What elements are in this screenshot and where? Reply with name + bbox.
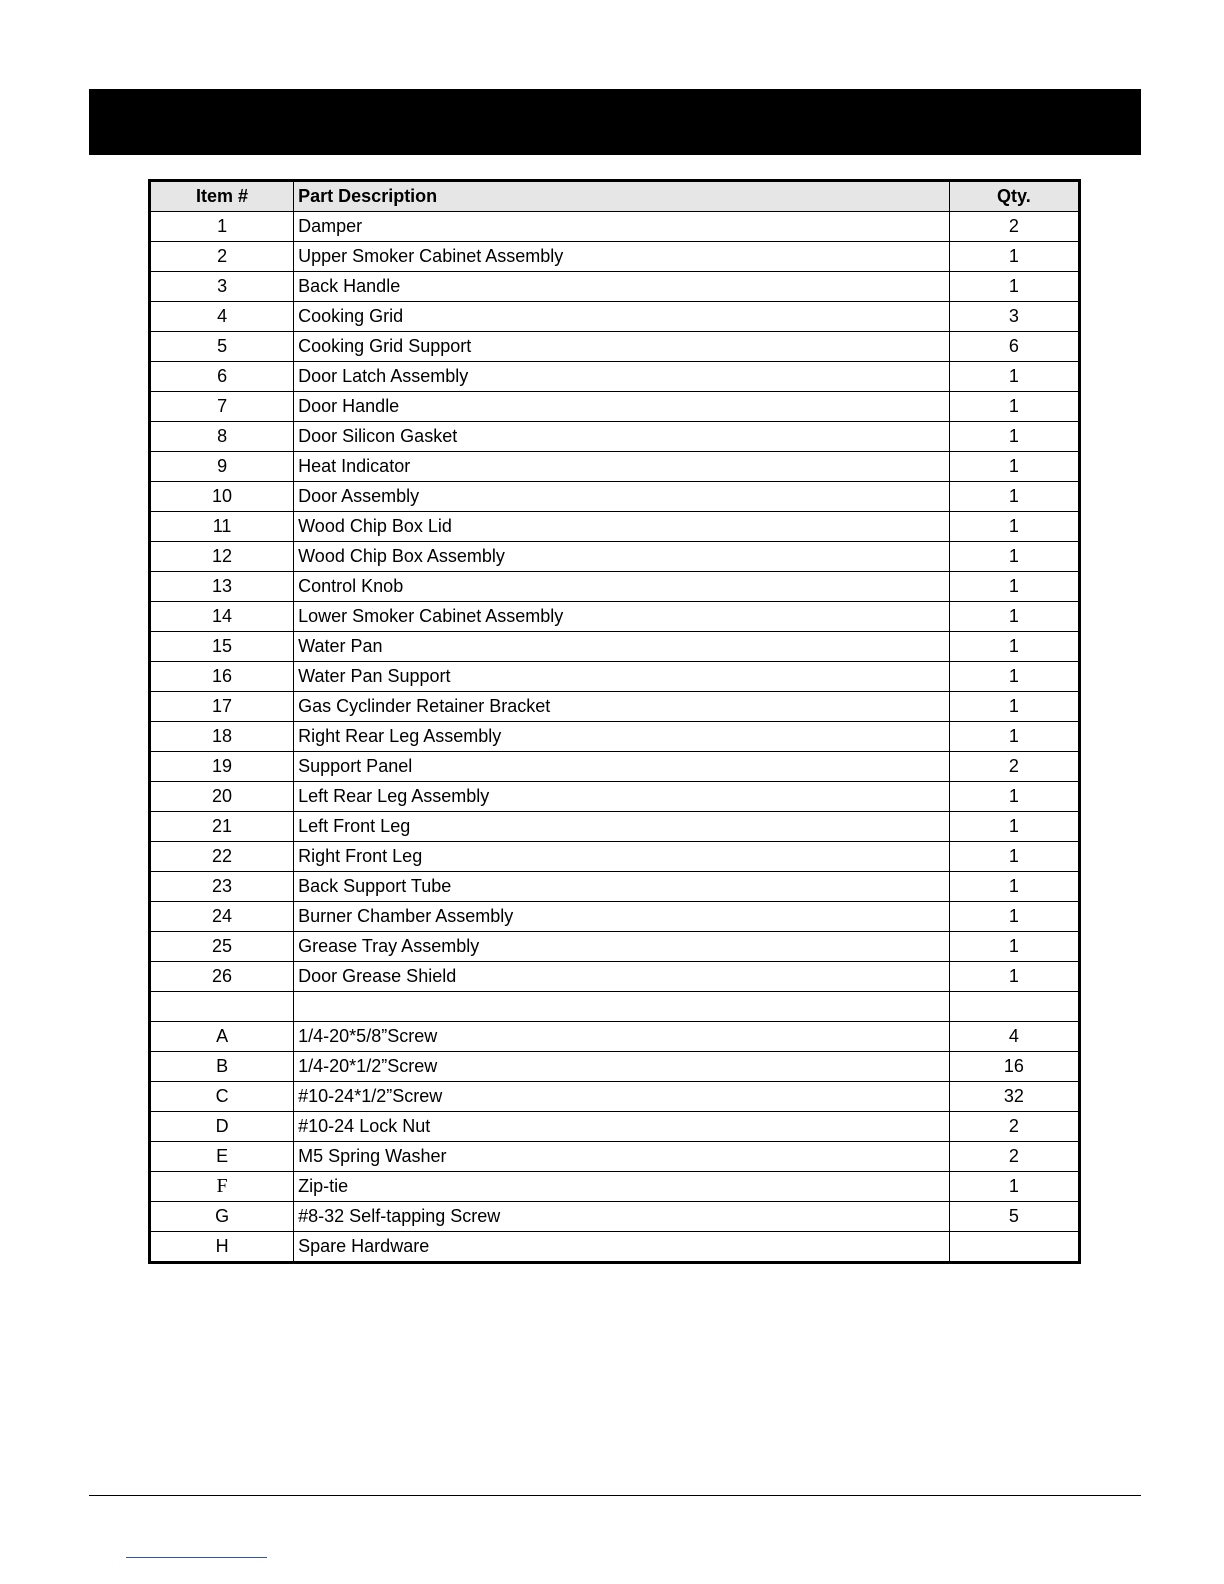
quantity-cell: 2 — [949, 752, 1079, 782]
part-description-cell: 1/4-20*1/2”Screw — [294, 1052, 950, 1082]
quantity-cell: 1 — [949, 272, 1079, 302]
table-row — [150, 332, 1080, 362]
table-row — [150, 602, 1080, 632]
table-row — [150, 932, 1080, 962]
quantity-cell: 1 — [949, 812, 1079, 842]
table-row — [150, 1172, 1080, 1202]
item-number-cell: 26 — [150, 962, 294, 992]
part-description-cell: #10-24 Lock Nut — [294, 1112, 950, 1142]
part-description-cell: Gas Cyclinder Retainer Bracket — [294, 692, 950, 722]
item-number-cell: 21 — [150, 812, 294, 842]
quantity-cell: 1 — [949, 542, 1079, 572]
quantity-cell: 6 — [949, 332, 1079, 362]
item-number-cell: 3 — [150, 272, 294, 302]
table-row — [150, 242, 1080, 272]
part-description-cell: Left Rear Leg Assembly — [294, 782, 950, 812]
quantity-cell: 2 — [949, 212, 1079, 242]
quantity-cell — [949, 1232, 1079, 1263]
quantity-cell: 1 — [949, 722, 1079, 752]
item-number-cell: 20 — [150, 782, 294, 812]
quantity-cell: 1 — [949, 902, 1079, 932]
item-number-cell: A — [150, 1022, 294, 1052]
item-number-cell: 22 — [150, 842, 294, 872]
part-description-cell: Back Support Tube — [294, 872, 950, 902]
part-description-cell: #10-24*1/2”Screw — [294, 1082, 950, 1112]
table-row — [150, 872, 1080, 902]
item-number-cell: 4 — [150, 302, 294, 332]
quantity-cell: 1 — [949, 452, 1079, 482]
quantity-cell: 1 — [949, 392, 1079, 422]
item-number-cell: 25 — [150, 932, 294, 962]
footer-rule — [89, 1495, 1141, 1496]
parts-list-table — [148, 179, 1081, 1264]
quantity-cell: 1 — [949, 242, 1079, 272]
table-row — [150, 1112, 1080, 1142]
header-bar — [89, 89, 1141, 155]
table-row — [150, 752, 1080, 782]
table-row — [150, 572, 1080, 602]
part-description-cell: Right Rear Leg Assembly — [294, 722, 950, 752]
quantity-cell: 1 — [949, 692, 1079, 722]
header-part-description: Part Description — [294, 181, 950, 212]
quantity-cell: 1 — [949, 932, 1079, 962]
part-description-cell: Grease Tray Assembly — [294, 932, 950, 962]
table-row — [150, 992, 1080, 1022]
quantity-cell — [949, 992, 1079, 1022]
quantity-cell: 1 — [949, 602, 1079, 632]
item-number-cell: D — [150, 1112, 294, 1142]
item-number-cell: 6 — [150, 362, 294, 392]
part-description-cell: Cooking Grid Support — [294, 332, 950, 362]
table-row — [150, 482, 1080, 512]
table-row — [150, 362, 1080, 392]
table-row — [150, 662, 1080, 692]
table-row — [150, 272, 1080, 302]
table-row — [150, 782, 1080, 812]
table-row — [150, 1142, 1080, 1172]
table-row — [150, 1052, 1080, 1082]
item-number-cell — [150, 992, 294, 1022]
part-description-cell: Back Handle — [294, 272, 950, 302]
item-number-cell: 5 — [150, 332, 294, 362]
quantity-cell: 1 — [949, 842, 1079, 872]
item-number-cell: 2 — [150, 242, 294, 272]
quantity-cell: 1 — [949, 872, 1079, 902]
part-description-cell: Burner Chamber Assembly — [294, 902, 950, 932]
item-number-cell: E — [150, 1142, 294, 1172]
table-row — [150, 422, 1080, 452]
item-number-cell: 14 — [150, 602, 294, 632]
quantity-cell: 1 — [949, 362, 1079, 392]
quantity-cell: 1 — [949, 512, 1079, 542]
part-description-cell: 1/4-20*5/8”Screw — [294, 1022, 950, 1052]
part-description-cell: Support Panel — [294, 752, 950, 782]
item-number-cell: 12 — [150, 542, 294, 572]
table-row — [150, 392, 1080, 422]
item-number-cell: 10 — [150, 482, 294, 512]
part-description-cell: Wood Chip Box Lid — [294, 512, 950, 542]
quantity-cell: 1 — [949, 422, 1079, 452]
item-number-cell: 7 — [150, 392, 294, 422]
part-description-cell: Left Front Leg — [294, 812, 950, 842]
table-row — [150, 302, 1080, 332]
table-row — [150, 722, 1080, 752]
table-row — [150, 812, 1080, 842]
quantity-cell: 1 — [949, 962, 1079, 992]
part-description-cell: Spare Hardware — [294, 1232, 950, 1263]
quantity-cell: 1 — [949, 632, 1079, 662]
item-number-cell: 1 — [150, 212, 294, 242]
table-row — [150, 842, 1080, 872]
table-row — [150, 512, 1080, 542]
quantity-cell: 5 — [949, 1202, 1079, 1232]
item-number-cell: 23 — [150, 872, 294, 902]
part-description-cell: Water Pan — [294, 632, 950, 662]
item-number-cell: B — [150, 1052, 294, 1082]
table-row — [150, 962, 1080, 992]
part-description-cell: Damper — [294, 212, 950, 242]
item-number-cell: G — [150, 1202, 294, 1232]
part-description-cell: Right Front Leg — [294, 842, 950, 872]
item-number-cell: 24 — [150, 902, 294, 932]
quantity-cell: 2 — [949, 1112, 1079, 1142]
quantity-cell: 32 — [949, 1082, 1079, 1112]
item-number-cell: 18 — [150, 722, 294, 752]
item-number-cell: 19 — [150, 752, 294, 782]
table-row — [150, 902, 1080, 932]
part-description-cell: Door Latch Assembly — [294, 362, 950, 392]
quantity-cell: 2 — [949, 1142, 1079, 1172]
part-description-cell: Cooking Grid — [294, 302, 950, 332]
quantity-cell: 1 — [949, 782, 1079, 812]
quantity-cell: 1 — [949, 482, 1079, 512]
item-number-cell: 13 — [150, 572, 294, 602]
part-description-cell: Water Pan Support — [294, 662, 950, 692]
item-number-cell: 15 — [150, 632, 294, 662]
item-number-cell: 8 — [150, 422, 294, 452]
quantity-cell: 4 — [949, 1022, 1079, 1052]
part-description-cell: Zip-tie — [294, 1172, 950, 1202]
table-row — [150, 542, 1080, 572]
part-description-cell: Door Silicon Gasket — [294, 422, 950, 452]
table-row — [150, 692, 1080, 722]
part-description-cell: Heat Indicator — [294, 452, 950, 482]
part-description-cell: M5 Spring Washer — [294, 1142, 950, 1172]
quantity-cell: 1 — [949, 572, 1079, 602]
part-description-cell: Door Grease Shield — [294, 962, 950, 992]
quantity-cell: 3 — [949, 302, 1079, 332]
quantity-cell: 1 — [949, 662, 1079, 692]
header-item-number: Item # — [150, 181, 294, 212]
part-description-cell: #8-32 Self-tapping Screw — [294, 1202, 950, 1232]
part-description-cell: Upper Smoker Cabinet Assembly — [294, 242, 950, 272]
item-number-cell: H — [150, 1232, 294, 1263]
part-description-cell: Door Handle — [294, 392, 950, 422]
part-description-cell — [294, 992, 950, 1022]
table-row — [150, 212, 1080, 242]
table-row — [150, 1082, 1080, 1112]
item-number-cell: 16 — [150, 662, 294, 692]
item-number-cell: F — [150, 1172, 294, 1202]
item-number-cell: 17 — [150, 692, 294, 722]
header-quantity: Qty. — [949, 181, 1079, 212]
item-number-cell: 11 — [150, 512, 294, 542]
parts-table-body — [150, 212, 1080, 1263]
quantity-cell: 16 — [949, 1052, 1079, 1082]
footer-link-underline — [126, 1557, 267, 1558]
item-number-cell: C — [150, 1082, 294, 1112]
part-description-cell: Door Assembly — [294, 482, 950, 512]
table-row — [150, 1202, 1080, 1232]
table-row — [150, 1022, 1080, 1052]
quantity-cell: 1 — [949, 1172, 1079, 1202]
table-row — [150, 632, 1080, 662]
part-description-cell: Lower Smoker Cabinet Assembly — [294, 602, 950, 632]
part-description-cell: Wood Chip Box Assembly — [294, 542, 950, 572]
item-number-cell: 9 — [150, 452, 294, 482]
table-header-row — [150, 181, 1080, 212]
table-row — [150, 1232, 1080, 1263]
table-row — [150, 452, 1080, 482]
part-description-cell: Control Knob — [294, 572, 950, 602]
